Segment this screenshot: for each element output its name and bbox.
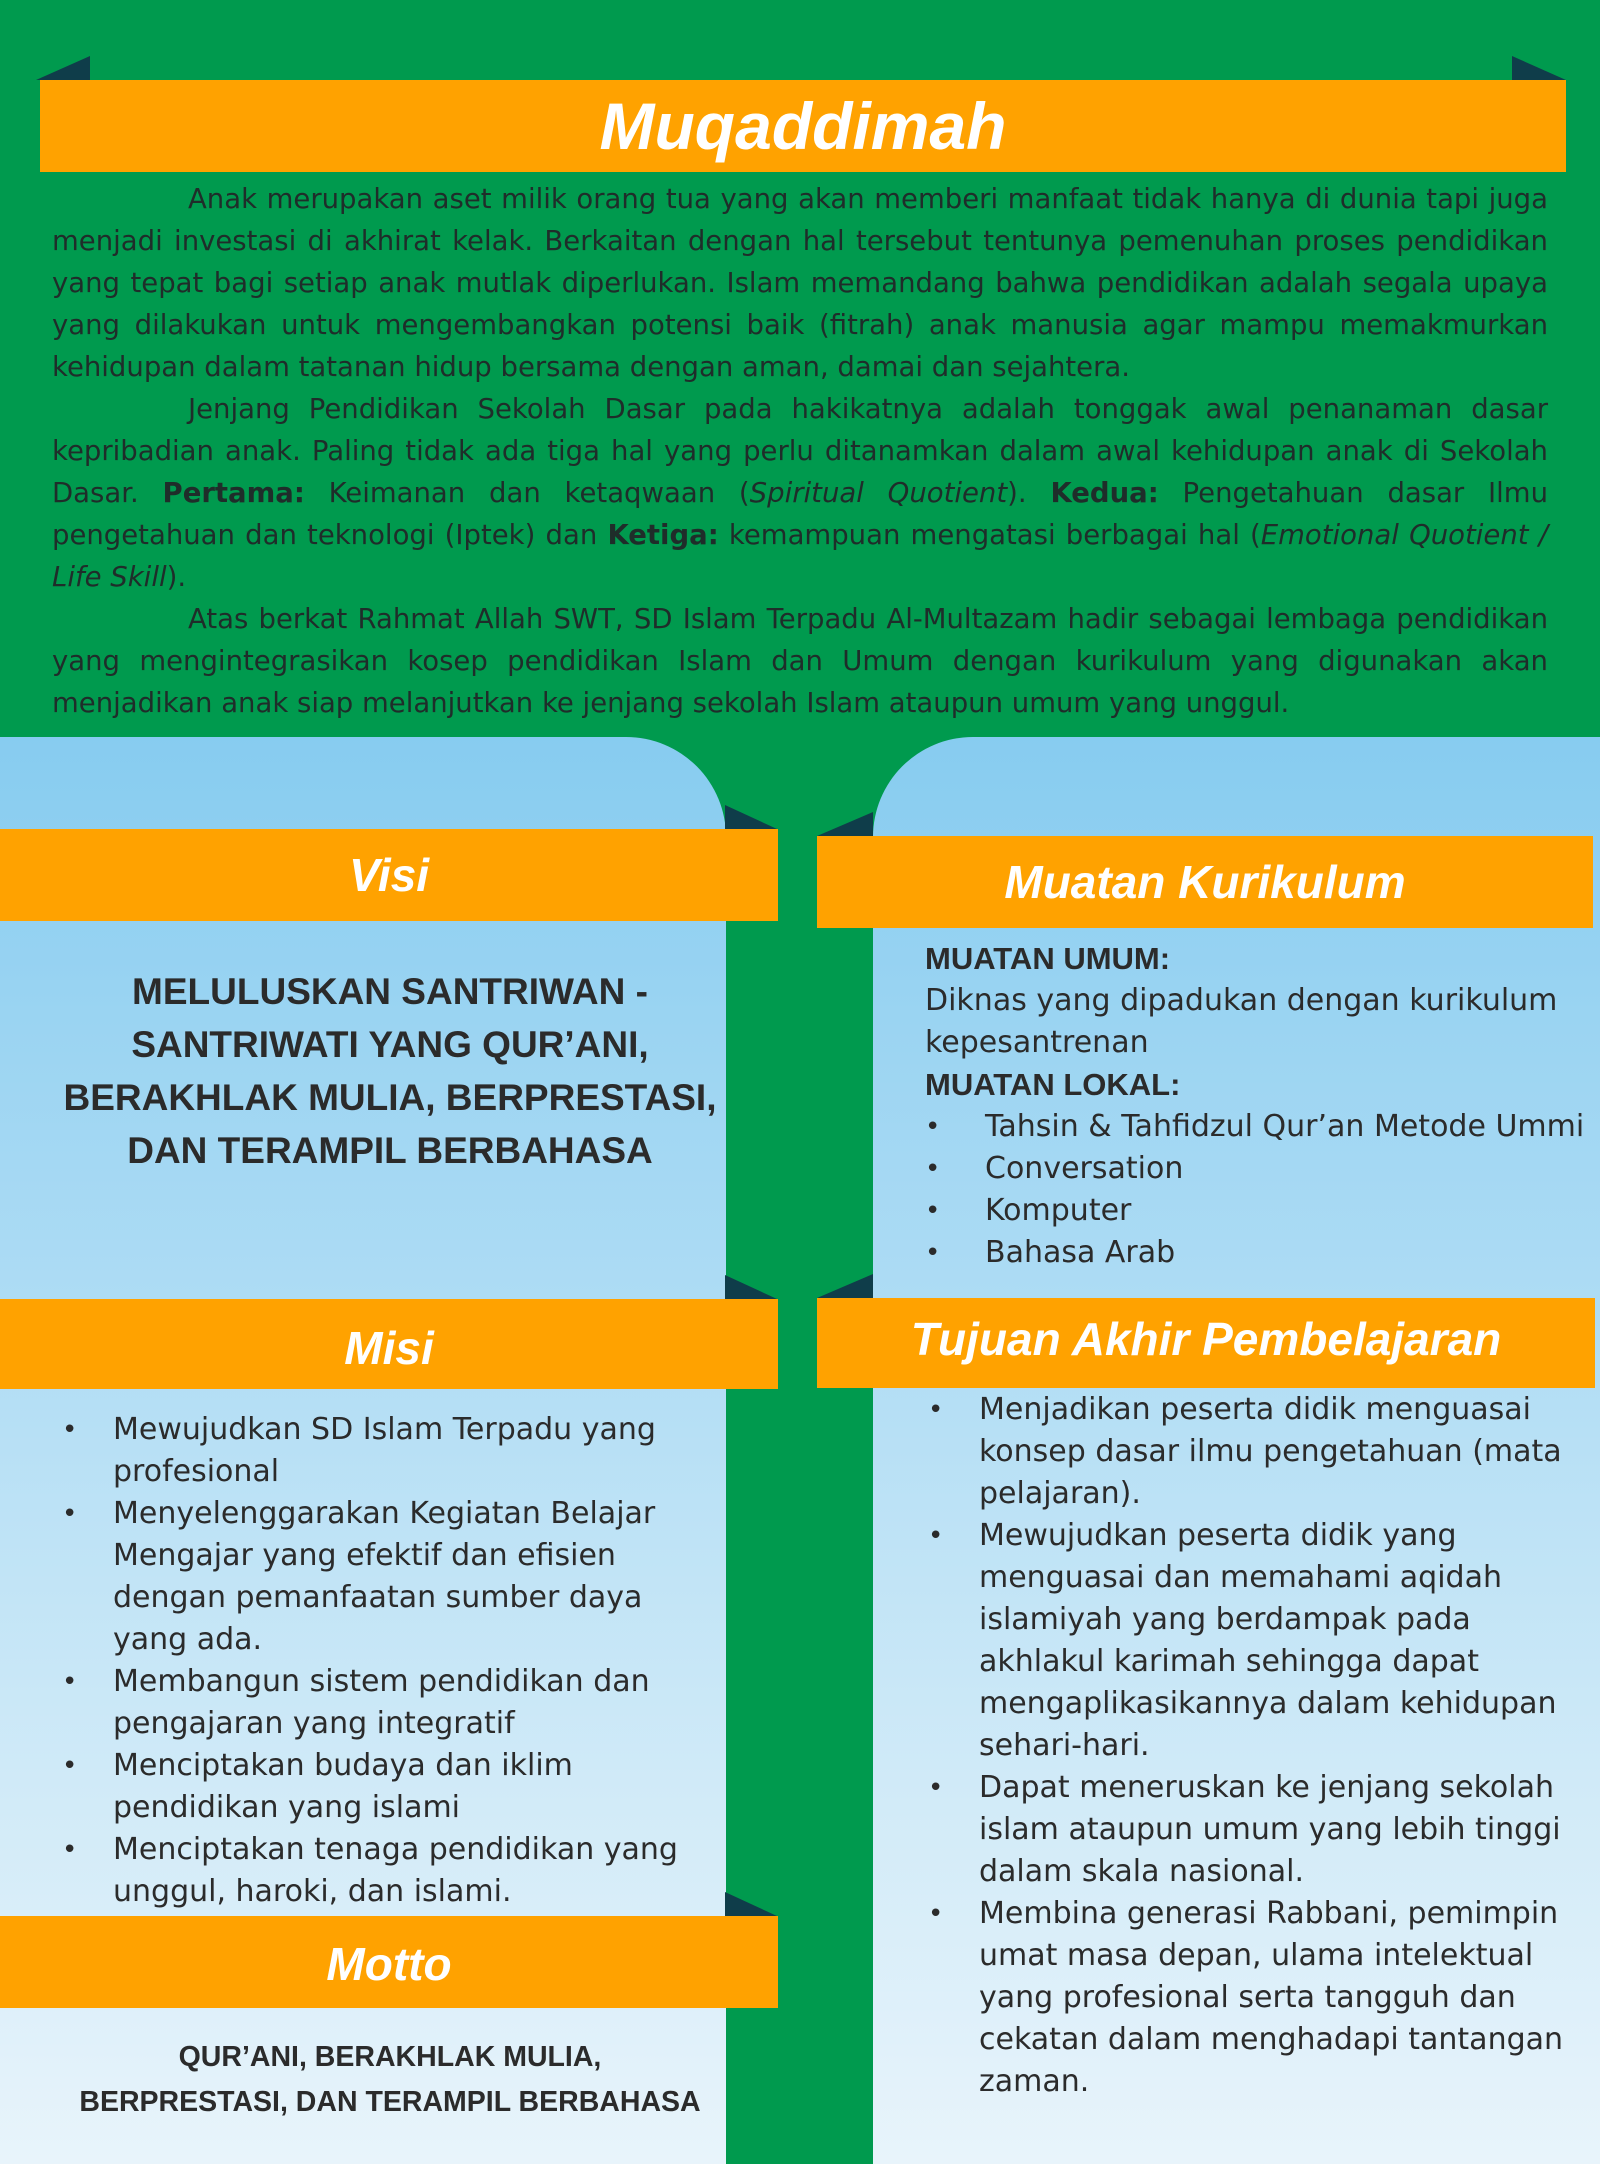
misi-title: Misi bbox=[0, 1299, 778, 1389]
list-item: • Menciptakan budaya dan iklim pendidikan yang islami bbox=[112, 1745, 712, 1829]
p2-text-3b: ). bbox=[166, 561, 187, 593]
motto-line-2: BERPRESTASI, DAN TERAMPIL BERBAHASA bbox=[79, 2086, 701, 2118]
list-item: • Mewujudkan SD Islam Terpadu yang profesional bbox=[112, 1409, 712, 1493]
misi-list bbox=[112, 1409, 712, 1913]
muatan-lokal-label: MUATAN LOKAL: bbox=[925, 1067, 1181, 1102]
p2-text-1b: ). bbox=[1007, 477, 1027, 509]
list-item: • Membangun sistem pendidikan dan pengajaran yang integratif bbox=[112, 1661, 712, 1745]
muatan-umum-text: Diknas yang dipadukan dengan kurikulum kepesantrenan bbox=[925, 983, 1558, 1060]
p2-em-3: Emotional Quotient / Life Skill bbox=[52, 519, 1548, 593]
tujuan-title: Tujuan Akhir Pembelajaran bbox=[817, 1298, 1595, 1388]
motto-ribbon-fold bbox=[725, 1892, 777, 1916]
muqaddimah-text bbox=[52, 178, 1548, 724]
tujuan-list bbox=[978, 1389, 1578, 2103]
tujuan-ribbon-fold bbox=[817, 1274, 873, 1298]
list-item: • Membina generasi Rabbani, pemimpin umat masa depan, ulama intelektual yang profesional serta tangguh dan cekatan dalam menghadapi tantangan zaman. bbox=[978, 1893, 1578, 2103]
p2-text-3: kemampuan mengatasi berbagai hal ( bbox=[728, 519, 1261, 551]
p2-em-1: Spiritual Quotient bbox=[749, 477, 1008, 509]
list-item: • Tahsin & Tahfidzul Qur’an Metode Ummi bbox=[925, 1106, 1595, 1148]
muatan-ribbon-fold bbox=[817, 812, 873, 836]
motto-text bbox=[20, 2035, 760, 2125]
p2-label-ketiga: Ketiga: bbox=[607, 519, 719, 551]
muatan-content bbox=[925, 938, 1595, 1274]
list-item: • Conversation bbox=[925, 1148, 1595, 1190]
muqaddimah-title: Muqaddimah bbox=[40, 80, 1566, 172]
muqaddimah-paragraph-3: Atas berkat Rahmat Allah SWT, SD Islam Terpadu Al-Multazam hadir sebagai lembaga pendidikan yang mengintegrasikan kosep pendidikan Islam dan Umum dengan kurikulum yang digunakan akan menjadikan anak siap melanjutkan ke jenjang sekolah Islam ataupun umum yang unggul. bbox=[52, 603, 1548, 719]
p2-intro: Jenjang Pendidikan Sekolah Dasar pada hakikatnya adalah tonggak awal penanaman dasar kepribadian anak. Paling tidak ada tiga hal yang perlu ditanamkan dalam awal kehidupan anak di Sekolah Dasar. bbox=[52, 393, 1548, 509]
list-item: • Komputer bbox=[925, 1190, 1595, 1232]
p2-text-1: Keimanan dan ketaqwaan ( bbox=[328, 477, 750, 509]
visi-title: Visi bbox=[0, 829, 778, 921]
visi-text: MELULUSKAN SANTRIWAN - SANTRIWATI YANG QUR’ANI, BERAKHLAK MULIA, BERPRESTASI, DAN TERAMPIL BERBAHASA bbox=[63, 971, 717, 1171]
misi-ribbon-fold bbox=[725, 1275, 777, 1299]
ribbon-fold-right bbox=[1512, 56, 1566, 80]
muatan-umum-label: MUATAN UMUM: bbox=[925, 941, 1171, 976]
list-item: • Menciptakan tenaga pendidikan yang unggul, haroki, dan islami. bbox=[112, 1829, 712, 1913]
muqaddimah-paragraph-2 bbox=[52, 388, 1548, 598]
list-item: • Mewujudkan peserta didik yang menguasai dan memahami aqidah islamiyah yang berdampak pada akhlakul karimah sehingga dapat mengaplikasikannya dalam kehidupan sehari-hari. bbox=[978, 1515, 1578, 1767]
ribbon-fold-left bbox=[36, 56, 90, 80]
muqaddimah-paragraph-1: Anak merupakan aset milik orang tua yang akan memberi manfaat tidak hanya di dunia tapi juga menjadi investasi di akhirat kelak. Berkaitan dengan hal tersebut tentunya pemenuhan proses pendidikan yang tepat bagi setiap anak mutlak diperlukan. Islam memandang bahwa pendidikan adalah segala upaya yang dilakukan untuk mengembangkan potensi baik (fitrah) anak manusia agar mampu memakmurkan kehidupan dalam tatanan hidup bersama dengan aman, damai dan sejahtera. bbox=[52, 183, 1548, 383]
p2-label-pertama: Pertama: bbox=[162, 477, 305, 509]
list-item: • Menjadikan peserta didik menguasai konsep dasar ilmu pengetahuan (mata pelajaran). bbox=[978, 1389, 1578, 1515]
motto-line-1: QUR’ANI, BERAKHLAK MULIA, bbox=[178, 2041, 602, 2073]
p2-text-2: Pengetahuan dasar Ilmu pengetahuan dan teknologi (Iptek) dan bbox=[52, 477, 1549, 551]
muatan-lokal-list bbox=[925, 1106, 1595, 1274]
p2-label-kedua: Kedua: bbox=[1050, 477, 1159, 509]
motto-title: Motto bbox=[0, 1916, 778, 2008]
list-item: • Menyelenggarakan Kegiatan Belajar Mengajar yang efektif dan efisien dengan pemanfaatan sumber daya yang ada. bbox=[112, 1493, 712, 1661]
list-item: • Dapat meneruskan ke jenjang sekolah islam ataupun umum yang lebih tinggi dalam skala nasional. bbox=[978, 1767, 1578, 1893]
visi-ribbon-fold bbox=[725, 805, 777, 829]
muatan-title: Muatan Kurikulum bbox=[817, 836, 1593, 928]
list-item: • Bahasa Arab bbox=[925, 1232, 1595, 1274]
